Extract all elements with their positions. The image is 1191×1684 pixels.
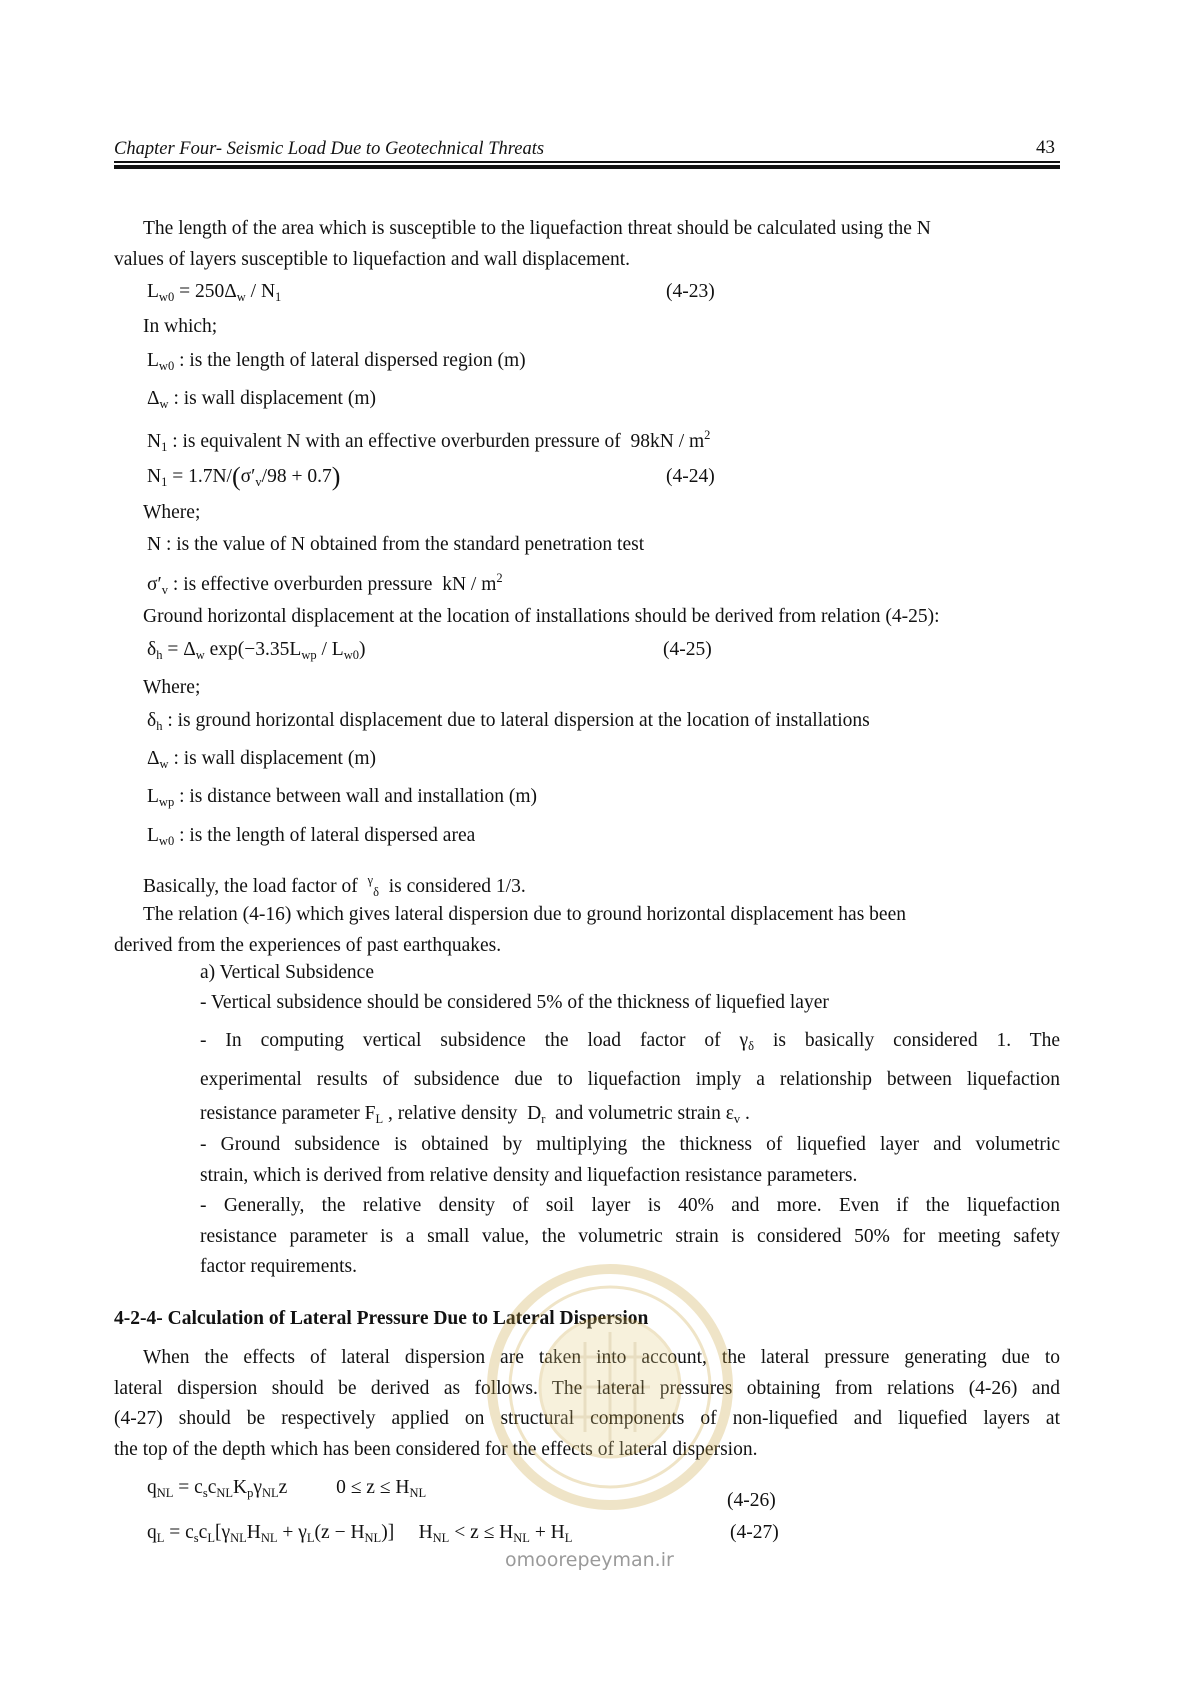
paragraph-lateral-pressure xyxy=(114,1343,1060,1465)
equation-number: (4-26) xyxy=(727,1490,776,1511)
definition-delta-w: $\Delta_w$ : is wall displacement (m) xyxy=(147,748,376,771)
definition-delta-w: $\Delta_w$ : is wall displacement (m) xyxy=(147,388,376,411)
where-label: Where; xyxy=(143,677,201,698)
paragraph-line: the top of the depth which has been considered for the effects of lateral dispersion. xyxy=(114,1438,758,1460)
page-number: 43 xyxy=(1036,137,1055,158)
paragraph-relation xyxy=(114,900,1060,961)
paragraph-line: The length of the area which is susceptible to the liquefaction threat should be calculated using the N xyxy=(143,218,931,239)
list-item: - Vertical subsidence should be considered 5% of the thickness of liquefied layer xyxy=(200,992,829,1013)
paragraph-line: lateral dispersion should be derived as follows. The lateral pressures obtaining from relations (4-26) and xyxy=(114,1377,1060,1399)
paragraph-intro xyxy=(114,214,1060,275)
list-item-a: a) Vertical Subsidence xyxy=(200,962,374,983)
definition-lw0: $L_{w0}$ : is the length of lateral dispersed region (m) xyxy=(147,350,526,373)
list-item: - Generally, the relative density of soil layer is 40% and more. Even if the liquefaction resistance parameter is a small value, the volumetric strain is considered 50% for meeting safety factor requirements. xyxy=(200,1195,1060,1277)
where-label: Where; xyxy=(143,502,201,523)
ground-displacement-line: Ground horizontal displacement at the location of installations should be derived from relation (4-25): xyxy=(143,606,940,627)
running-header: Chapter Four- Seismic Load Due to Geotechnical Threats xyxy=(114,139,545,159)
paragraph-line: The relation (4-16) which gives lateral dispersion due to ground horizontal displacement has been xyxy=(143,904,906,925)
list-item: - In computing vertical subsidence the load factor of $\gamma_\delta$ is basically considered 1. The experimental results of subsidence due to liquefaction imply a relationship between liquefaction resistance parameter $F_L$ , relative density $D_r$ and volumetric strain $\varepsilon_v$ . xyxy=(200,1030,1061,1126)
paragraph-line: When the effects of lateral dispersion are taken into account, the lateral pressure generating due to xyxy=(143,1347,1060,1368)
section-heading: 4-2-4- Calculation of Lateral Pressure Due to Lateral Dispersion xyxy=(114,1308,649,1329)
definition-n: N : is the value of N obtained from the standard penetration test xyxy=(147,534,645,555)
equation-number: (4-27) xyxy=(730,1522,779,1543)
definition-lwp: $L_{wp}$ : is distance between wall and installation (m) xyxy=(147,786,538,809)
in-which-label: In which; xyxy=(143,316,218,337)
header-rule-thick xyxy=(114,165,1060,169)
equation-4-23: $L_{w0} = 250\Delta_w / N_1$ xyxy=(147,281,282,304)
load-factor-line: Basically, the load factor of $^\gamma_\delta$ is considered 1/3. xyxy=(143,873,526,899)
paragraph-line: derived from the experiences of past earthquakes. xyxy=(114,934,502,956)
equation-4-26: $q_{NL} = c_sc_{NL}K_p\gamma_{NL}z$ $0 \le z \le H_{NL}$ xyxy=(147,1477,427,1500)
equation-4-24: $N_1 = 1.7N/(\sigma'_v/98 + 0.7)$ xyxy=(147,462,341,491)
paragraph-line: values of layers susceptible to liquefaction and wall displacement. xyxy=(114,248,631,270)
definition-lw0: $L_{w0}$ : is the length of lateral dispersed area xyxy=(147,825,476,848)
equation-number: (4-24) xyxy=(666,466,715,487)
equation-number: (4-25) xyxy=(663,639,712,660)
watermark-url: omoorepeyman.ir xyxy=(505,1549,674,1571)
list-item: - Ground subsidence is obtained by multiplying the thickness of liquefied layer and volumetric strain, which is derived from relative density and liquefaction resistance parameters. xyxy=(200,1134,1060,1186)
definition-sigma-v: $\sigma'_v$ : is effective overburden pressure kN / $m^2$ xyxy=(147,571,503,597)
definition-delta-h: $\delta_h$ : is ground horizontal displacement due to lateral dispersion at the location of installations xyxy=(147,710,870,733)
header-rule-thin xyxy=(114,161,1060,163)
equation-number: (4-23) xyxy=(666,281,715,302)
definition-n1: $N_1$ : is equivalent N with an effective overburden pressure of $98kN / m^2$ xyxy=(147,428,711,454)
equation-4-27: $q_L = c_sc_L[\gamma_{NL}H_{NL} + \gamma_L(z - H_{NL})]$ $H_{NL} < z \le H_{NL} + H_L$ xyxy=(147,1522,573,1545)
paragraph-line: (4-27) should be respectively applied on structural components of non-liquefied and liquefied layers at xyxy=(114,1408,1060,1429)
equation-4-25: $\delta_h = \Delta_w$ $\exp(-3.35L_{wp} / L_{w0})$ xyxy=(147,639,366,662)
